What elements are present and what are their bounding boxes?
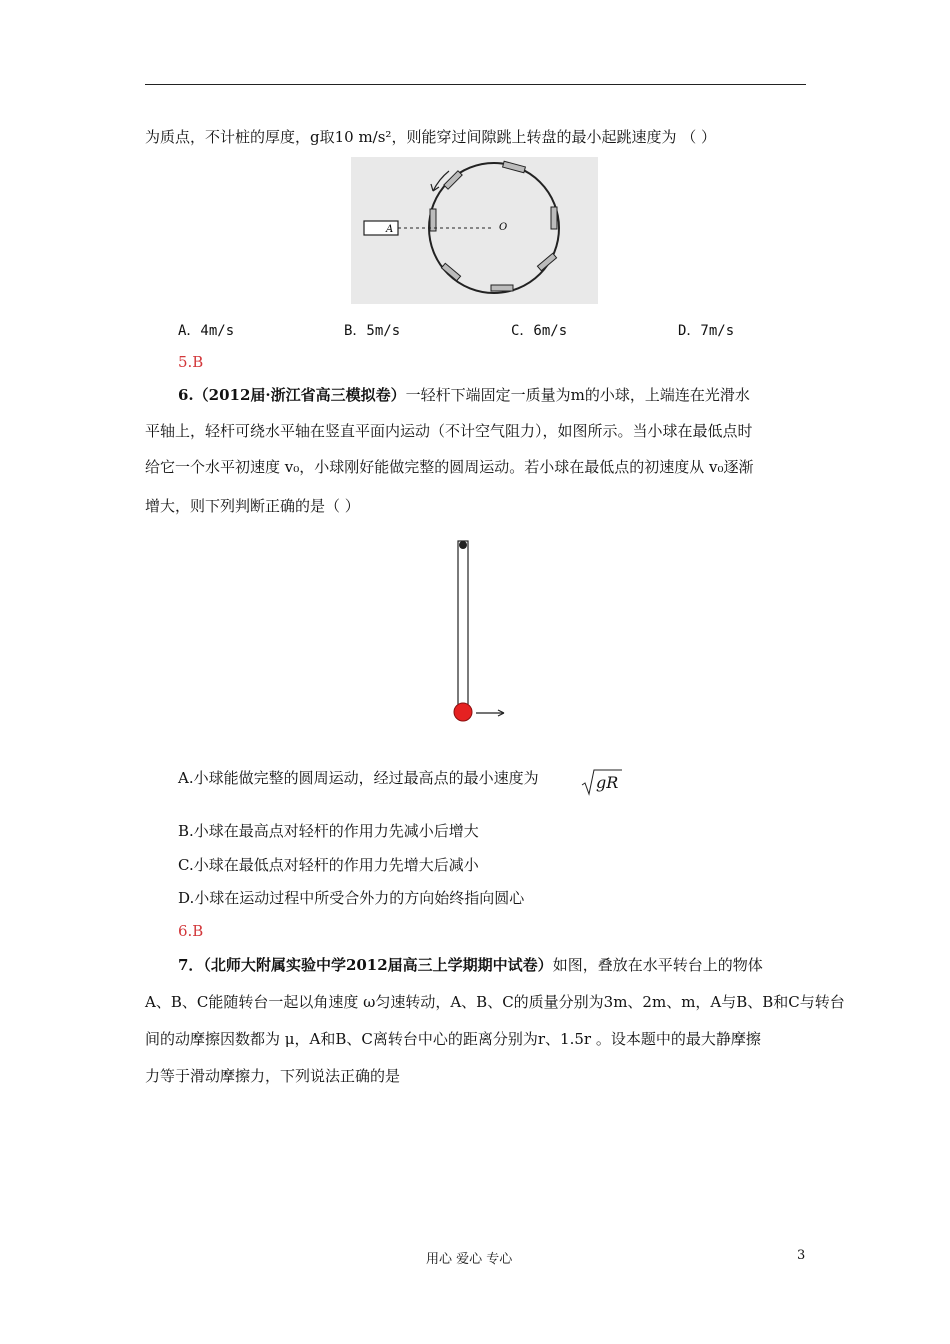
figure-label-a: A (386, 224, 394, 235)
q6-source: 6.（2012届·浙江省高三模拟卷） (178, 386, 406, 404)
q6-option-d: D.小球在运动过程中所受合外力的方向始终指向圆心 (178, 889, 525, 907)
q6-option-c: C.小球在最低点对轻杆的作用力先增大后减小 (178, 856, 479, 874)
q5-option-d: D．7m/s (678, 323, 735, 339)
figure-label-o: O (499, 222, 508, 233)
q6-line2: 平轴上，轻杆可绕水平轴在竖直平面内运动（不计空气阻力），如图所示。当小球在最低点时 (145, 422, 753, 440)
footer-motto: 用心 爱心 专心 (426, 1252, 513, 1267)
q5-answer: 5.B (178, 353, 204, 371)
q7-line4: 力等于滑动摩擦力，下列说法正确的是 (145, 1067, 401, 1085)
q7-line2: A、B、C能随转台一起以角速度 ω匀速转动，A、B、C的质量分别为3m、2m、m，A与B、B和C与转台 (145, 993, 845, 1011)
q6-line3: 给它一个水平初速度 v₀，小球刚好能做完整的圆周运动。若小球在最低点的初速度从 v₀逐渐 (145, 458, 754, 476)
q5-option-c: C．6m/s (511, 323, 568, 339)
q6-answer: 6.B (178, 922, 204, 940)
q6-line4: 增大，则下列判断正确的是（ ） (145, 497, 360, 515)
header-rule (145, 84, 806, 85)
q5-option-b: B．5m/s (344, 323, 401, 339)
q7-source: 7．（北师大附属实验中学2012届高三上学期期中试卷） (178, 956, 553, 974)
q7-line1 (178, 955, 763, 975)
q7-text-1: 如图，叠放在水平转台上的物体 (552, 956, 763, 974)
sqrt-gr-expr: gR (596, 773, 619, 792)
turntable-figure (351, 157, 598, 304)
q6-option-b: B.小球在最高点对轻杆的作用力先减小后增大 (178, 822, 479, 840)
rod-ball-figure (446, 535, 516, 730)
page-number: 3 (797, 1248, 806, 1263)
q6-text-1: 一轻杆下端固定一质量为m的小球，上端连在光滑水 (405, 386, 750, 404)
q7-line3: 间的动摩擦因数都为 μ，A和B、C离转台中心的距离分别为r、1.5r 。设本题中的最大静摩擦 (145, 1030, 761, 1048)
q6-line1 (178, 385, 750, 405)
q5-text: 为质点，不计桩的厚度，g取10 m/s²，则能穿过间隙跳上转盘的最小起跳速度为 （ ） (145, 128, 716, 146)
sqrt-gr (580, 767, 622, 797)
q5-option-a: A．4m/s (178, 323, 235, 339)
q6-option-a: A.小球能做完整的圆周运动，经过最高点的最小速度为 (178, 769, 539, 787)
